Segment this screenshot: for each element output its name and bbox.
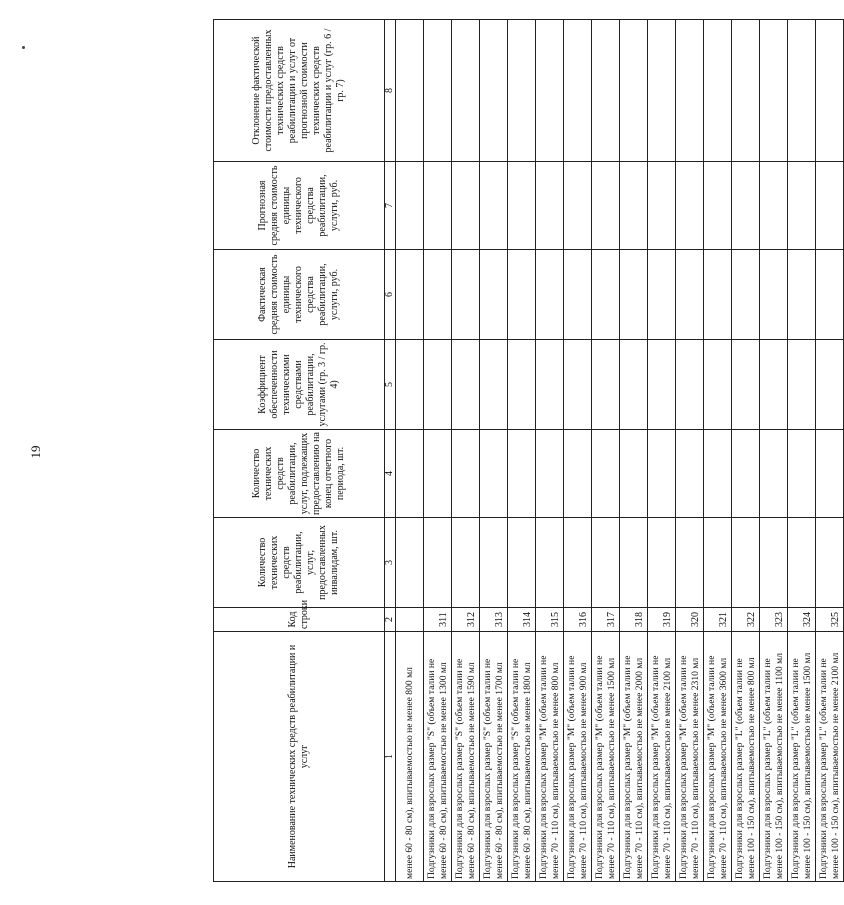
table-row xyxy=(676,20,704,882)
empty-value-cell xyxy=(788,430,816,518)
empty-value-cell xyxy=(676,340,704,430)
item-name-line: Подгузники для взрослых размер "S" (объем талии не xyxy=(453,658,465,879)
item-name-cell xyxy=(592,632,620,882)
header-due: Количество технических средств реабилитации, услуг, подлежащих предоставлению на конец отчетного периода, шт. xyxy=(214,430,385,518)
table-row xyxy=(452,20,480,882)
empty-value-cell xyxy=(396,20,424,162)
empty-value-cell xyxy=(508,162,536,250)
empty-value-cell xyxy=(760,430,788,518)
empty-value-cell xyxy=(816,162,844,250)
empty-value-cell xyxy=(564,162,592,250)
empty-value-cell xyxy=(676,20,704,162)
empty-value-cell xyxy=(508,250,536,340)
row-code: 314 xyxy=(508,608,536,632)
empty-value-cell xyxy=(424,430,452,518)
empty-value-cell xyxy=(592,250,620,340)
item-name-cell xyxy=(816,632,844,882)
empty-value-cell xyxy=(480,162,508,250)
empty-value-cell xyxy=(424,162,452,250)
empty-value-cell xyxy=(508,430,536,518)
empty-value-cell xyxy=(816,250,844,340)
item-name-cell xyxy=(760,632,788,882)
table-body xyxy=(385,20,844,882)
row-code: 320 xyxy=(676,608,704,632)
empty-value-cell xyxy=(676,430,704,518)
empty-value-cell xyxy=(620,20,648,162)
empty-value-cell xyxy=(676,250,704,340)
table-row xyxy=(732,20,760,882)
empty-value-cell xyxy=(704,430,732,518)
empty-value-cell xyxy=(704,162,732,250)
header-actual-cost: Фактическая средняя стоимость единицы технического средства реабилитации, услуги, руб. xyxy=(214,250,385,340)
empty-value-cell xyxy=(648,340,676,430)
row-code: 316 xyxy=(564,608,592,632)
empty-value-cell xyxy=(452,518,480,608)
item-name-line: Подгузники для взрослых размер "L" (объем талии не xyxy=(733,658,745,879)
item-name-cell xyxy=(704,632,732,882)
column-number: 1 xyxy=(385,632,396,882)
row-code: 323 xyxy=(760,608,788,632)
empty-value-cell xyxy=(760,20,788,162)
empty-value-cell xyxy=(564,430,592,518)
empty-value-cell xyxy=(424,340,452,430)
empty-value-cell xyxy=(452,250,480,340)
item-name-cell xyxy=(396,632,424,882)
item-name-line: Подгузники для взрослых размер "S" (объем талии не xyxy=(509,658,521,879)
empty-value-cell xyxy=(564,250,592,340)
item-name-line: Подгузники для взрослых размер "L" (объем талии не xyxy=(789,658,801,879)
header-name: Наименование технических средств реабилитации и услуг xyxy=(214,632,385,882)
empty-value-cell xyxy=(620,162,648,250)
item-name-line: менее 100 - 150 см), впитываемостью не менее 2100 мл xyxy=(829,652,841,879)
empty-value-cell xyxy=(760,250,788,340)
empty-value-cell xyxy=(704,340,732,430)
item-name-line: Подгузники для взрослых размер "L" (объем талии не xyxy=(761,658,773,879)
empty-value-cell xyxy=(396,162,424,250)
rehab-means-table xyxy=(213,19,844,882)
row-code: 317 xyxy=(592,608,620,632)
item-name-cell xyxy=(788,632,816,882)
item-name-line: менее 100 - 150 см), впитываемостью не менее 800 мл xyxy=(745,657,757,879)
table-row xyxy=(704,20,732,882)
item-name-line: менее 70 - 110 см), впитываемостью не менее 900 мл xyxy=(577,662,589,879)
item-name-line: менее 70 - 110 см), впитываемостью не менее 1500 мл xyxy=(605,657,617,879)
empty-value-cell xyxy=(620,340,648,430)
item-name-line: менее 60 - 80 см), впитываемостью не менее 1590 мл xyxy=(465,662,477,879)
empty-value-cell xyxy=(508,518,536,608)
empty-value-cell xyxy=(732,340,760,430)
empty-value-cell xyxy=(592,162,620,250)
empty-value-cell xyxy=(760,162,788,250)
empty-value-cell xyxy=(788,162,816,250)
item-name-line: Подгузники для взрослых размер "L" (объем талии не xyxy=(817,658,829,879)
item-name-line: Подгузники для взрослых размер "S" (объем талии не xyxy=(425,658,437,879)
empty-value-cell xyxy=(760,340,788,430)
empty-value-cell xyxy=(536,20,564,162)
empty-value-cell xyxy=(648,250,676,340)
row-code: 322 xyxy=(732,608,760,632)
empty-value-cell xyxy=(536,340,564,430)
empty-value-cell xyxy=(480,430,508,518)
scan-dot xyxy=(22,46,25,49)
table-row xyxy=(508,20,536,882)
row-code: 325 xyxy=(816,608,844,632)
empty-value-cell xyxy=(536,518,564,608)
table-row xyxy=(816,20,844,882)
item-name-cell xyxy=(648,632,676,882)
column-number: 6 xyxy=(385,250,396,340)
empty-value-cell xyxy=(536,162,564,250)
table-row xyxy=(592,20,620,882)
empty-value-cell xyxy=(564,20,592,162)
table-row xyxy=(480,20,508,882)
item-name-line: Подгузники для взрослых размер "M" (объем талии не xyxy=(621,655,633,879)
empty-value-cell xyxy=(788,250,816,340)
table-row xyxy=(396,20,424,882)
item-name-line: менее 60 - 80 см), впитываемостью не менее 1300 мл xyxy=(437,662,449,879)
row-code: 321 xyxy=(704,608,732,632)
table-row xyxy=(424,20,452,882)
empty-value-cell xyxy=(620,250,648,340)
rotated-page xyxy=(213,20,841,882)
empty-value-cell xyxy=(592,430,620,518)
empty-value-cell xyxy=(788,340,816,430)
header-provided: Количество технических средств реабилитации, услуг, предоставленных инвалидам, шт. xyxy=(214,518,385,608)
item-name-line: менее 100 - 150 см), впитываемостью не менее 1100 мл xyxy=(773,653,785,879)
empty-value-cell xyxy=(816,518,844,608)
header-deviation: Отклонение фактической стоимости предоставленных технических средств реабилитации и услуг от прогнозной стоимости технических средств реабилитации и услуг (гр. 6 / гр. 7) xyxy=(214,20,385,162)
row-code: 313 xyxy=(480,608,508,632)
empty-value-cell xyxy=(788,20,816,162)
column-number: 7 xyxy=(385,162,396,250)
empty-value-cell xyxy=(676,518,704,608)
item-name-cell xyxy=(508,632,536,882)
item-name-cell xyxy=(676,632,704,882)
item-name-line: Подгузники для взрослых размер "M" (объем талии не xyxy=(705,655,717,879)
item-name-cell xyxy=(536,632,564,882)
row-code xyxy=(396,608,424,632)
empty-value-cell xyxy=(648,20,676,162)
empty-value-cell xyxy=(424,250,452,340)
empty-value-cell xyxy=(648,518,676,608)
empty-value-cell xyxy=(704,20,732,162)
item-name-line: менее 70 - 110 см), впитываемостью не менее 2000 мл xyxy=(633,657,645,879)
item-name-line: Подгузники для взрослых размер "M" (объем талии не xyxy=(593,655,605,879)
empty-value-cell xyxy=(452,430,480,518)
empty-value-cell xyxy=(732,430,760,518)
empty-value-cell xyxy=(396,340,424,430)
column-number-row xyxy=(385,20,396,882)
empty-value-cell xyxy=(452,162,480,250)
item-name-line: Подгузники для взрослых размер "M" (объем талии не xyxy=(649,655,661,879)
column-number: 3 xyxy=(385,518,396,608)
empty-value-cell xyxy=(676,162,704,250)
empty-value-cell xyxy=(620,430,648,518)
empty-value-cell xyxy=(452,340,480,430)
empty-value-cell xyxy=(480,340,508,430)
row-code: 315 xyxy=(536,608,564,632)
header-row xyxy=(214,20,385,882)
empty-value-cell xyxy=(396,518,424,608)
empty-value-cell xyxy=(480,20,508,162)
table-row xyxy=(788,20,816,882)
table-row xyxy=(620,20,648,882)
empty-value-cell xyxy=(508,340,536,430)
item-name-cell xyxy=(424,632,452,882)
empty-value-cell xyxy=(816,430,844,518)
item-name-cell xyxy=(480,632,508,882)
item-name-cell xyxy=(620,632,648,882)
item-name-cell xyxy=(732,632,760,882)
table-row xyxy=(536,20,564,882)
row-code: 311 xyxy=(424,608,452,632)
empty-value-cell xyxy=(564,340,592,430)
empty-value-cell xyxy=(592,20,620,162)
item-name-line: менее 70 - 110 см), впитываемостью не менее 2100 мл xyxy=(661,657,673,879)
empty-value-cell xyxy=(396,430,424,518)
empty-value-cell xyxy=(480,518,508,608)
column-number: 5 xyxy=(385,340,396,430)
empty-value-cell xyxy=(732,20,760,162)
empty-value-cell xyxy=(704,250,732,340)
empty-value-cell xyxy=(732,518,760,608)
item-name-line: менее 70 - 110 см), впитываемостью не менее 800 мл xyxy=(549,662,561,879)
column-number: 2 xyxy=(385,608,396,632)
empty-value-cell xyxy=(648,430,676,518)
empty-value-cell xyxy=(424,20,452,162)
empty-value-cell xyxy=(452,20,480,162)
column-number: 4 xyxy=(385,430,396,518)
empty-value-cell xyxy=(732,250,760,340)
row-code: 319 xyxy=(648,608,676,632)
page-number: 19 xyxy=(28,445,43,459)
row-code: 312 xyxy=(452,608,480,632)
empty-value-cell xyxy=(564,518,592,608)
empty-value-cell xyxy=(424,518,452,608)
item-name-line: менее 70 - 110 см), впитываемостью не менее 3600 мл xyxy=(717,657,729,879)
item-name-line: менее 70 - 110 см), впитываемостью не менее 2310 мл xyxy=(689,657,701,879)
item-name-line: менее 60 - 80 см), впитываемостью не менее 1800 мл xyxy=(521,662,533,879)
item-name-line: Подгузники для взрослых размер "S" (объем талии не xyxy=(481,658,493,879)
item-name-line: менее 100 - 150 см), впитываемостью не менее 1500 мл xyxy=(801,652,813,879)
header-forecast-cost: Прогнозная средняя стоимость единицы технического средства реабилитации, услуги, руб. xyxy=(214,162,385,250)
item-name-line: менее 60 - 80 см), впитываемостью не менее 800 мл xyxy=(403,667,415,879)
item-name-line: Подгузники для взрослых размер "M" (объем талии не xyxy=(677,655,689,879)
table-row xyxy=(760,20,788,882)
empty-value-cell xyxy=(704,518,732,608)
empty-value-cell xyxy=(620,518,648,608)
empty-value-cell xyxy=(648,162,676,250)
header-coefficient: Коэффициент обеспеченности техническими средствами реабилитации, услугами (гр. 3 / гр. 4) xyxy=(214,340,385,430)
item-name-line: менее 60 - 80 см), впитываемостью не менее 1700 мл xyxy=(493,662,505,879)
empty-value-cell xyxy=(536,250,564,340)
empty-value-cell xyxy=(592,518,620,608)
item-name-line: Подгузники для взрослых размер "M" (объем талии не xyxy=(537,655,549,879)
item-name-cell xyxy=(564,632,592,882)
empty-value-cell xyxy=(732,162,760,250)
empty-value-cell xyxy=(396,250,424,340)
item-name-cell xyxy=(452,632,480,882)
empty-value-cell xyxy=(816,340,844,430)
empty-value-cell xyxy=(760,518,788,608)
column-number: 8 xyxy=(385,20,396,162)
row-code: 318 xyxy=(620,608,648,632)
empty-value-cell xyxy=(592,340,620,430)
table-row xyxy=(648,20,676,882)
item-name-line: Подгузники для взрослых размер "M" (объем талии не xyxy=(565,655,577,879)
empty-value-cell xyxy=(508,20,536,162)
row-code: 324 xyxy=(788,608,816,632)
empty-value-cell xyxy=(788,518,816,608)
empty-value-cell xyxy=(536,430,564,518)
empty-value-cell xyxy=(480,250,508,340)
table-row xyxy=(564,20,592,882)
header-code: Код строки xyxy=(214,608,385,632)
empty-value-cell xyxy=(816,20,844,162)
